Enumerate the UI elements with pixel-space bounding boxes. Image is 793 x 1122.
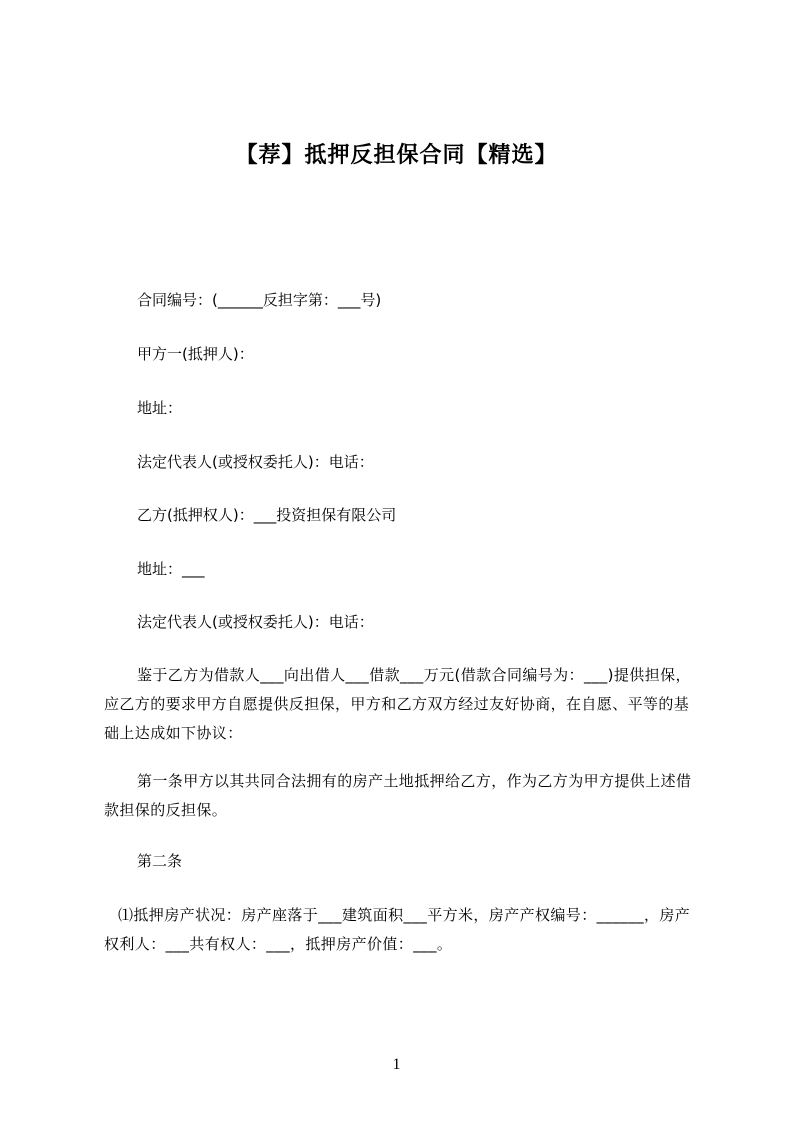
party-a-line: 甲方一(抵押人)：: [137, 345, 254, 363]
contract-number-line: 合同编号：(______反担字第：___号): [137, 291, 382, 309]
page-number: 1: [392, 1056, 401, 1073]
party-b-address-line: 地址：___: [137, 560, 205, 578]
document-title: 【荐】抵押反担保合同【精选】: [235, 143, 558, 168]
article-2-item-1-paragraph: ⑴抵押房产状况：房产座落于___建筑面积___平方米，房产产权编号：______，房产权利人：___共有权人：___，抵押房产价值：___。: [104, 906, 691, 953]
party-a-representative-line: 法定代表人(或授权委托人)：电话：: [137, 453, 374, 471]
preamble-paragraph: 鉴于乙方为借款人___向出借人___借款___万元(借款合同编号为：___)提供担保，应乙方的要求甲方自愿提供反担保，甲方和乙方双方经过友好协商，在自愿、平等的基础上达成如下协议：: [104, 666, 691, 742]
party-a-address-line: 地址：: [137, 399, 183, 417]
article-2-heading: 第二条: [137, 852, 183, 870]
article-1-paragraph: 第一条甲方以其共同合法拥有的房产土地抵押给乙方，作为乙方为甲方提供上述借款担保的反担保。: [104, 772, 692, 819]
party-b-line: 乙方(抵押权人)：___投资担保有限公司: [137, 506, 397, 524]
party-b-representative-line: 法定代表人(或授权委托人)：电话：: [137, 613, 374, 631]
